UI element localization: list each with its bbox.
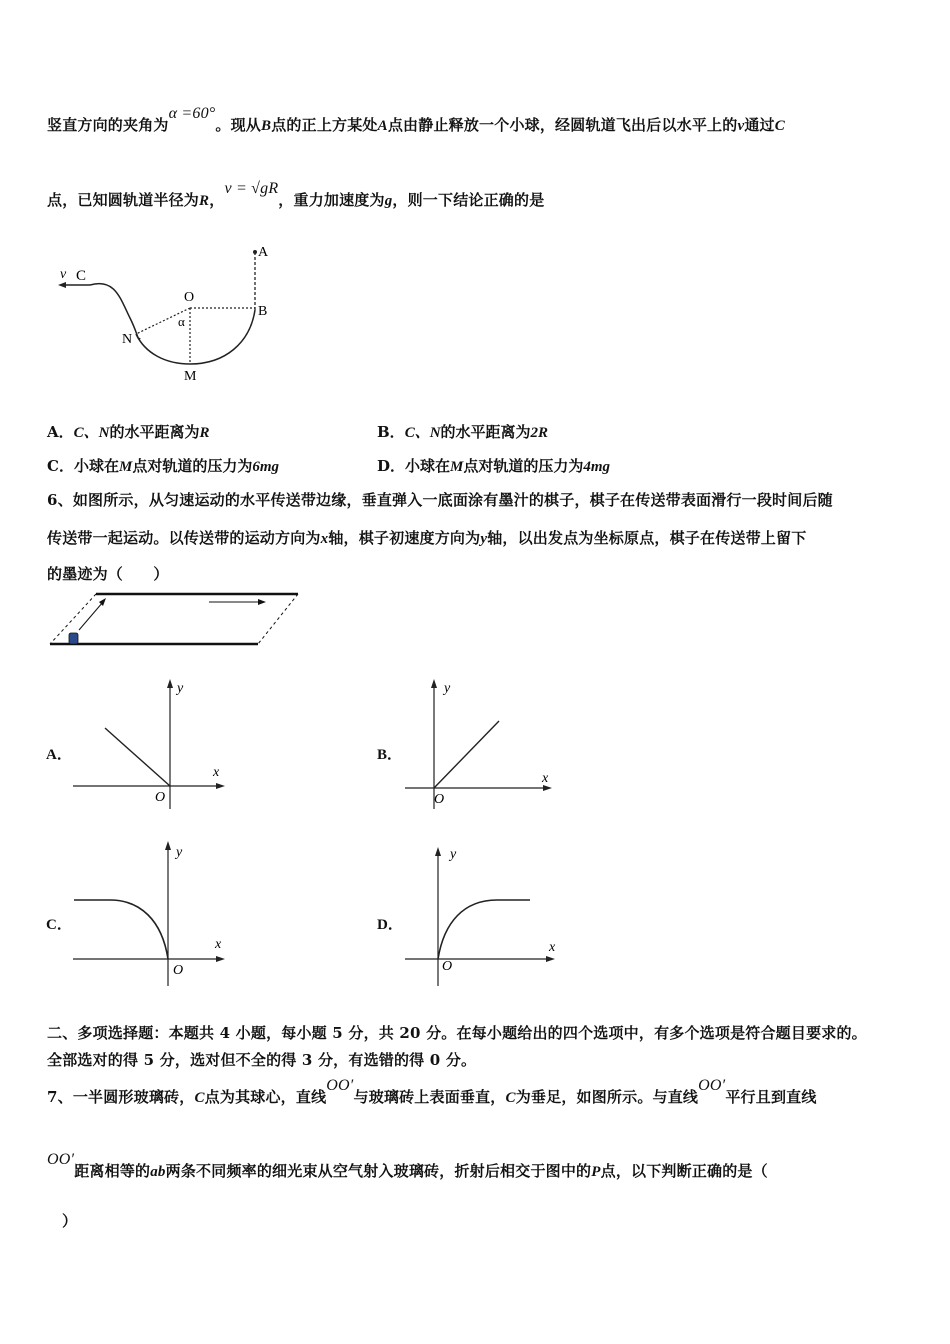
svg-text:y: y — [176, 845, 183, 860]
q5-option-d[interactable]: D．小球在M点对轨道的压力为4mg — [377, 457, 611, 475]
q6-line-2: 传送带一起运动。以传送带的运动方向为x轴，棋子初速度方向为y轴，以出发点为坐标原点，棋子在传送带上留下 — [47, 529, 807, 547]
track-figure — [50, 238, 290, 388]
svg-text:y: y — [177, 681, 184, 696]
section2-line-1: 二、多项选择题：本题共 4 小题，每小题 5 分，共 20 分。在每小题给出的四个选项中，有多个选项是符合题目要求的。 — [47, 1024, 867, 1042]
q5-line-2: 点，已知圆轨道半径为R，v = √gR，重力加速度为g，则一下结论正确的是 — [47, 180, 545, 209]
choice-b-label[interactable]: B． — [377, 747, 403, 763]
q6-line-3: 的墨迹为（ ） — [47, 565, 169, 583]
svg-text:x: x — [542, 771, 549, 786]
graph-c[interactable] — [70, 838, 240, 988]
svg-text:x: x — [213, 765, 220, 780]
svg-text:y: y — [444, 681, 451, 696]
section2-line-2: 全部选对的得 5 分，选对但不全的得 3 分，有选错的得 0 分。 — [47, 1051, 477, 1069]
svg-text:x: x — [549, 940, 556, 955]
svg-text:y: y — [450, 847, 457, 862]
q7-line-1: 7、一半圆形玻璃砖，C点为其球心，直线OO′与玻璃砖上表面垂直，C为垂足，如图所示。与直线OO′平行且到直线 — [47, 1077, 817, 1106]
q5-option-b[interactable]: B．C、N的水平距离为2R — [377, 423, 549, 441]
svg-text:x: x — [215, 937, 222, 952]
label-n: N — [122, 332, 133, 347]
q5-line-1: 竖直方向的夹角为α =60°。现从B点的正上方某处A点由静止释放一个小球，经圆轨道飞出后以水平上的v通过C — [47, 105, 785, 134]
svg-text:O: O — [155, 790, 166, 805]
label-c: C — [76, 268, 87, 284]
velocity-expression: v = √gR — [224, 180, 279, 197]
choice-d-label[interactable]: D． — [377, 917, 403, 933]
label-alpha: α — [178, 314, 185, 329]
q6-line-1: 6、如图所示，从匀速运动的水平传送带边缘，垂直弹入一底面涂有墨汁的棋子，棋子在传送带表面滑行一段时间后随 — [47, 491, 833, 509]
q5-option-c[interactable]: C．小球在M点对轨道的压力为6mg — [47, 457, 279, 475]
label-b: B — [258, 304, 268, 319]
graph-b[interactable] — [402, 676, 562, 811]
svg-text:O: O — [434, 792, 445, 807]
choice-a-label[interactable]: A． — [46, 747, 72, 763]
q7-line-2: OO′距离相等的ab两条不同频率的细光束从空气射入玻璃砖，折射后相交于图中的P点，以下判断正确的是（ — [47, 1151, 768, 1180]
graph-d[interactable] — [402, 838, 562, 988]
q7-line-3: ） — [62, 1212, 78, 1230]
label-o: O — [184, 290, 195, 305]
alpha-expression: α =60° — [168, 105, 216, 122]
label-v: v — [60, 267, 67, 282]
conveyor-figure — [46, 588, 306, 650]
svg-text:O: O — [173, 963, 184, 978]
label-a: A — [258, 245, 269, 260]
graph-a[interactable] — [70, 676, 240, 811]
svg-text:O: O — [442, 959, 453, 974]
label-m: M — [184, 369, 197, 384]
q5-option-a[interactable]: A．C、N的水平距离为R — [47, 423, 210, 441]
choice-c-label[interactable]: C． — [46, 917, 72, 933]
